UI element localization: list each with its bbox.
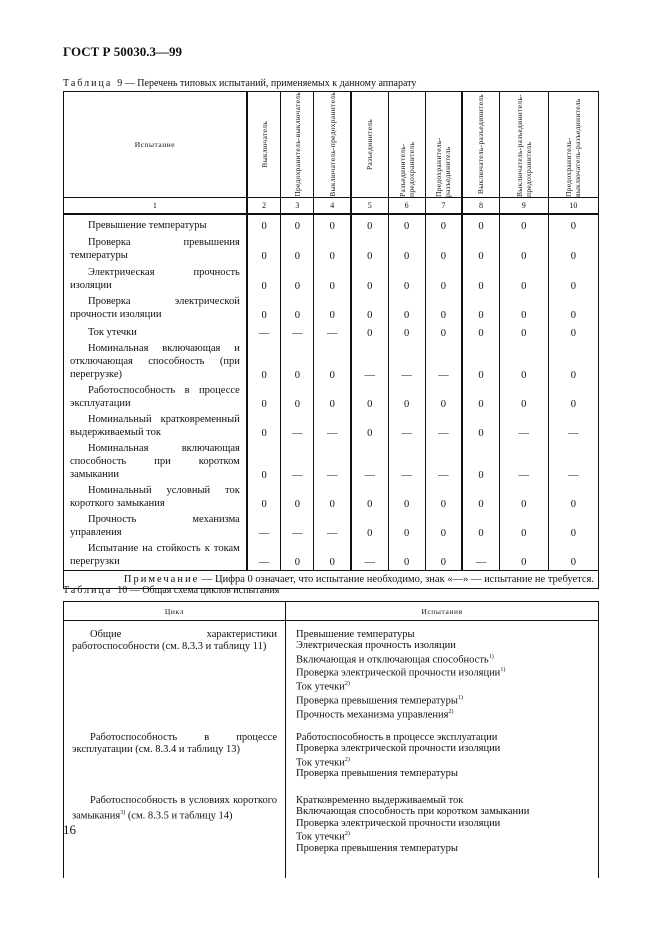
cell-value: 0	[425, 383, 462, 412]
cell-value: 0	[499, 294, 548, 323]
cell-value: 0	[247, 441, 281, 483]
cell-value: 0	[388, 512, 425, 541]
test-name: Работоспособность в процессе эксплуатации	[64, 383, 247, 412]
cell-value: —	[425, 341, 462, 383]
caption-text: 9 — Перечень типовых испытаний, применяемых к данному аппарату	[117, 78, 417, 89]
cell-value: 0	[351, 294, 388, 323]
cell-value: 0	[388, 323, 425, 341]
cell-value: 0	[462, 512, 499, 541]
test-text: Кратковременно выдерживаемый ток	[296, 795, 464, 806]
table-10	[63, 601, 599, 878]
table-row	[64, 341, 599, 383]
cell-value: 0	[388, 214, 425, 234]
cell-value: 0	[247, 483, 281, 512]
footnote-mark: 1)	[500, 667, 506, 674]
table-row	[64, 383, 599, 412]
cell-value: 0	[499, 383, 548, 412]
test-item	[296, 665, 588, 679]
test-text: Ток утечки	[296, 757, 345, 769]
column-header	[462, 92, 499, 198]
note-prefix: Примечание	[123, 574, 200, 585]
test-text: Электрическая прочность изоляции	[296, 640, 456, 652]
footnote-mark: 2)	[448, 708, 454, 715]
cell-value: 0	[499, 323, 548, 341]
cell-value: 0	[425, 214, 462, 234]
test-item	[296, 679, 588, 693]
cell-value: 0	[462, 294, 499, 323]
cell-value: —	[425, 441, 462, 483]
cell-value: 0	[548, 264, 598, 294]
cell-value: 0	[314, 214, 351, 234]
column-header-test: Испытание	[64, 92, 247, 198]
column-header-cycle: Цикл	[64, 602, 286, 621]
cell-value: 0	[462, 214, 499, 234]
cell-value: 0	[425, 512, 462, 541]
cell-value: 0	[548, 512, 598, 541]
cell-value: 0	[281, 214, 314, 234]
footnote-mark: 2)	[344, 830, 350, 837]
document-header: ГОСТ Р 50030.3—99	[63, 44, 182, 59]
cell-value: 0	[462, 412, 499, 441]
cell-value: 0	[247, 383, 281, 412]
cell-value: —	[425, 412, 462, 441]
test-name: Номинальный кратковременный выдерживаемый ток	[64, 412, 247, 441]
cell-value: 0	[462, 441, 499, 483]
test-name: Электрическая прочность изоляции	[64, 264, 247, 294]
cell-value: —	[499, 441, 548, 483]
cell-value: —	[281, 412, 314, 441]
cell-value: —	[388, 441, 425, 483]
column-header-label: Выключатель	[259, 121, 269, 168]
column-header-label: Выключатель-разъединитель-предохранитель	[514, 94, 533, 197]
cell-value: 0	[351, 323, 388, 341]
test-item	[296, 640, 588, 651]
column-header	[548, 92, 598, 198]
cycle-text-tail: (см. 8.3.5 и таблицу 14)	[125, 810, 233, 822]
test-name: Ток утечки	[64, 323, 247, 341]
column-header-label: Предохранитель-выключатель-разъединитель	[564, 98, 583, 197]
column-number: 3	[281, 198, 314, 215]
cell-value: 0	[388, 264, 425, 294]
cell-value: 0	[314, 383, 351, 412]
cell-value: 0	[425, 483, 462, 512]
cell-value: 0	[247, 294, 281, 323]
cell-value: 0	[314, 483, 351, 512]
cell-value: 0	[462, 383, 499, 412]
table9-caption	[63, 78, 416, 89]
cycle-cell	[72, 629, 277, 719]
test-text: Работоспособность в процессе эксплуатации	[296, 732, 498, 743]
table-row	[64, 412, 599, 441]
cell-value: 0	[314, 541, 351, 571]
column-header-tests: Испытания	[286, 602, 599, 621]
test-text: Включающая способность при коротком замыкании	[296, 806, 530, 818]
tests-cell	[296, 795, 588, 865]
cell-value: 0	[548, 483, 598, 512]
column-number: 6	[388, 198, 425, 215]
test-name: Испытание на стойкость к токам перегрузки	[64, 541, 247, 571]
table-row	[64, 214, 599, 234]
caption-prefix: Таблица	[63, 78, 113, 89]
column-header-label: Выключатель-разъединитель	[476, 94, 486, 195]
column-number: 9	[499, 198, 548, 215]
cell-value: 0	[548, 214, 598, 234]
cell-value: 0	[548, 323, 598, 341]
cell-value: 0	[351, 412, 388, 441]
caption-prefix: Таблица	[63, 585, 113, 596]
page-number: 16	[63, 822, 76, 837]
test-item	[296, 795, 588, 806]
test-text: Превышение температуры	[296, 629, 415, 640]
cell-value: 0	[281, 483, 314, 512]
cell-value: 0	[499, 512, 548, 541]
test-item	[296, 768, 588, 779]
cycle-column	[64, 621, 286, 879]
table-row	[64, 234, 599, 264]
tests-cell	[296, 732, 588, 782]
cell-value: —	[548, 412, 598, 441]
test-text: Включающая и отключающая способность	[296, 654, 489, 666]
cell-value: 0	[247, 264, 281, 294]
test-item	[296, 818, 588, 829]
cell-value: —	[462, 541, 499, 571]
cell-value: 0	[351, 483, 388, 512]
column-number: 2	[247, 198, 281, 215]
test-item	[296, 843, 588, 854]
test-item	[296, 829, 588, 843]
caption-text: 10 — Общая схема циклов испытания	[117, 585, 280, 596]
table-9	[63, 91, 599, 589]
cell-value: 0	[499, 341, 548, 383]
cell-value: 0	[499, 214, 548, 234]
column-number: 8	[462, 198, 499, 215]
column-header-label: Выключатель-предохранитель	[327, 92, 337, 197]
cell-value: —	[351, 441, 388, 483]
cell-value: 0	[548, 341, 598, 383]
tests-cell	[296, 629, 588, 719]
column-header-label: Предохранитель-выключатель	[292, 92, 302, 197]
table-row	[64, 264, 599, 294]
cell-value: —	[351, 541, 388, 571]
cell-value: —	[314, 512, 351, 541]
cell-value: 0	[351, 234, 388, 264]
cell-value: —	[281, 512, 314, 541]
cell-value: 0	[281, 264, 314, 294]
note-text: — Цифра 0 означает, что испытание необходимо, знак «—» — испытание не требуется.	[201, 574, 594, 585]
cell-value: 0	[388, 383, 425, 412]
table-row	[64, 541, 599, 571]
cell-value: —	[314, 441, 351, 483]
test-text: Ток утечки	[296, 681, 345, 693]
cell-value: —	[314, 323, 351, 341]
test-text: Проверка превышения температуры	[296, 768, 458, 780]
column-number: 7	[425, 198, 462, 215]
column-header	[388, 92, 425, 198]
cell-value: 0	[425, 541, 462, 571]
cell-value: —	[247, 541, 281, 571]
tests-column	[286, 621, 599, 879]
column-number: 5	[351, 198, 388, 215]
test-item	[296, 652, 588, 666]
cell-value: 0	[388, 234, 425, 264]
footnote-mark: 2)	[344, 681, 350, 688]
column-header	[314, 92, 351, 198]
table-row	[64, 323, 599, 341]
cell-value: 0	[281, 383, 314, 412]
cell-value: 0	[425, 264, 462, 294]
test-text: Прочность механизма управления	[296, 709, 449, 721]
cell-value: 0	[548, 234, 598, 264]
cell-value: 0	[281, 341, 314, 383]
footnote-mark: 1)	[488, 653, 494, 660]
table-row	[64, 294, 599, 323]
cell-value: 0	[462, 234, 499, 264]
column-header-label: Разъединитель	[365, 119, 375, 170]
cell-value: 0	[351, 264, 388, 294]
cell-value: 0	[314, 341, 351, 383]
test-item	[296, 732, 588, 743]
test-name: Номинальный условный ток короткого замыкания	[64, 483, 247, 512]
test-name: Проверка электрической прочности изоляции	[64, 294, 247, 323]
cell-value: 0	[351, 512, 388, 541]
cell-value: —	[388, 341, 425, 383]
cell-value: 0	[425, 294, 462, 323]
cell-value: 0	[499, 541, 548, 571]
cell-value: 0	[388, 294, 425, 323]
test-text: Проверка электрической прочности изоляции	[296, 743, 501, 755]
test-text: Проверка превышения температуры	[296, 695, 458, 707]
cell-value: 0	[281, 234, 314, 264]
test-name: Превышение температуры	[64, 214, 247, 234]
cell-value: 0	[425, 234, 462, 264]
cycle-text: Работоспособность в процессе эксплуатации (см. 8.3.4 и таблицу 13)	[72, 732, 277, 755]
cell-value: —	[351, 341, 388, 383]
cell-value: 0	[462, 323, 499, 341]
test-text: Ток утечки	[296, 831, 345, 843]
cell-value: 0	[462, 483, 499, 512]
cell-value: 0	[499, 483, 548, 512]
cell-value: 0	[247, 214, 281, 234]
table-row	[64, 512, 599, 541]
footnote-mark: 2)	[344, 756, 350, 763]
cell-value: 0	[462, 341, 499, 383]
cell-value: —	[247, 323, 281, 341]
test-item	[296, 693, 588, 707]
cell-value: 0	[462, 264, 499, 294]
cell-value: 0	[281, 541, 314, 571]
table-row	[64, 441, 599, 483]
cell-value: 0	[388, 483, 425, 512]
footnote-mark: 3)	[120, 810, 126, 816]
cycle-cell	[72, 732, 277, 782]
cell-value: 0	[314, 294, 351, 323]
footnote-mark: 1)	[457, 694, 463, 701]
cell-value: 0	[548, 294, 598, 323]
column-header-label: Разъединитель-предохранитель	[397, 141, 416, 197]
cell-value: 0	[425, 323, 462, 341]
table-row	[64, 483, 599, 512]
cell-value: 0	[351, 214, 388, 234]
cell-value: —	[548, 441, 598, 483]
cell-value: 0	[247, 412, 281, 441]
column-number: 1	[64, 198, 247, 215]
cell-value: 0	[351, 383, 388, 412]
column-header	[425, 92, 462, 198]
cell-value: 0	[388, 541, 425, 571]
cell-value: —	[499, 412, 548, 441]
cell-value: 0	[499, 234, 548, 264]
test-name: Номинальная включающая и отключающая способность (при перегрузке)	[64, 341, 247, 383]
cycle-cell	[72, 795, 277, 865]
cycle-text: Работоспособность в условиях короткого замыкания	[72, 795, 277, 822]
test-name: Прочность механизма управления	[64, 512, 247, 541]
cell-value: 0	[548, 383, 598, 412]
cell-value: 0	[247, 234, 281, 264]
test-item	[296, 755, 588, 769]
test-text: Проверка превышения температуры	[296, 842, 458, 854]
test-item	[296, 707, 588, 721]
cell-value: 0	[281, 294, 314, 323]
cell-value: —	[314, 412, 351, 441]
column-header	[281, 92, 314, 198]
column-header	[499, 92, 548, 198]
column-number: 10	[548, 198, 598, 215]
column-header	[247, 92, 281, 198]
cell-value: —	[388, 412, 425, 441]
cell-value: 0	[247, 341, 281, 383]
test-name: Номинальная включающая способность при коротком замыкании	[64, 441, 247, 483]
test-item	[296, 806, 588, 817]
test-text: Проверка электрической прочности изоляции	[296, 817, 501, 829]
cell-value: 0	[499, 264, 548, 294]
column-header	[351, 92, 388, 198]
test-name: Проверка превышения температуры	[64, 234, 247, 264]
test-item	[296, 629, 588, 640]
cell-value: 0	[314, 234, 351, 264]
test-text: Проверка электрической прочности изоляции	[296, 667, 501, 679]
column-number: 4	[314, 198, 351, 215]
cell-value: —	[281, 323, 314, 341]
table10-caption	[63, 585, 279, 596]
column-header-label: Предохранитель-разъединитель	[434, 137, 453, 197]
cell-value: —	[281, 441, 314, 483]
cell-value: —	[247, 512, 281, 541]
cell-value: 0	[548, 541, 598, 571]
test-item	[296, 743, 588, 754]
cell-value: 0	[314, 264, 351, 294]
cycle-text: Общие характеристики работоспособности (см. 8.3.3 и таблицу 11)	[72, 629, 277, 652]
